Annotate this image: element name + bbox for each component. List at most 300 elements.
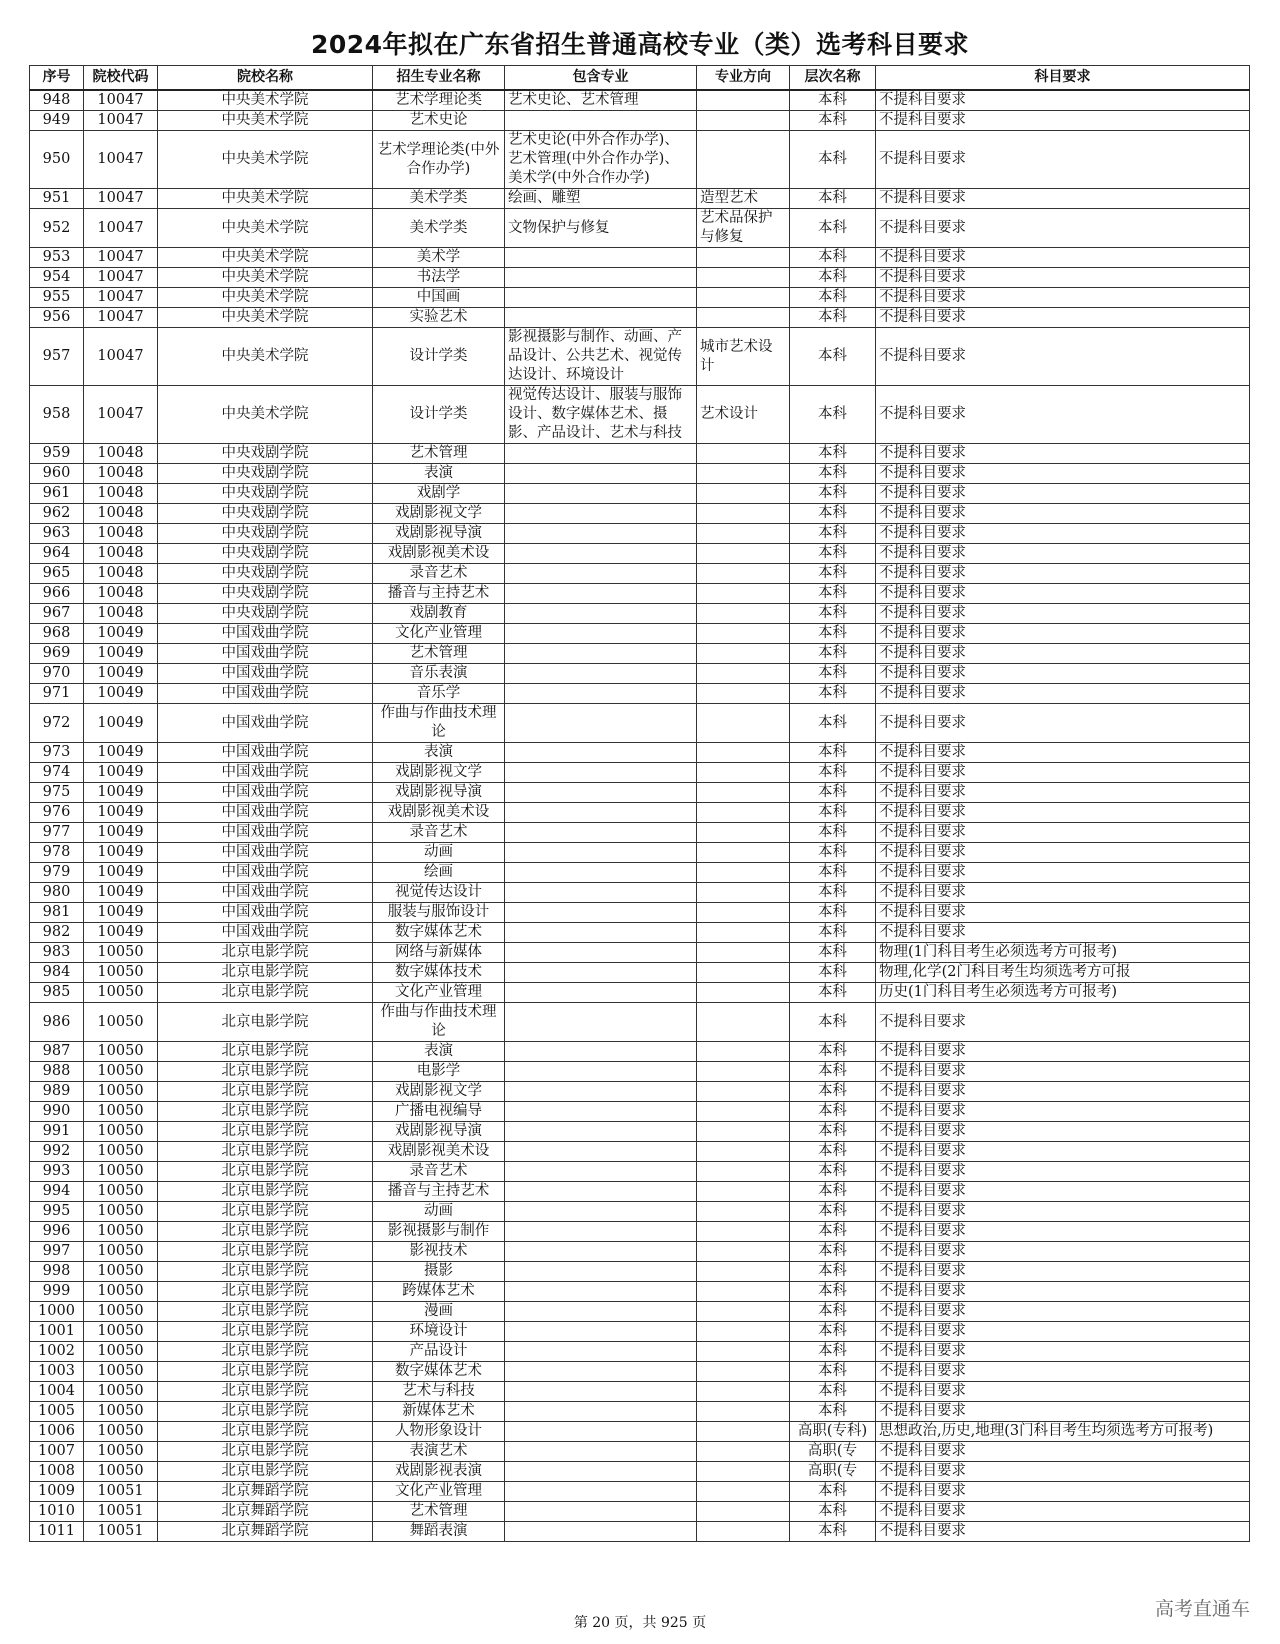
row-included-majors [505,843,697,863]
row-school-name: 北京电影学院 [158,1322,373,1342]
row-school-code: 10050 [84,1422,158,1442]
row-level: 高职(专 [790,1442,876,1462]
row-level: 本科 [790,1242,876,1262]
row-school-code: 10049 [84,664,158,684]
row-included-majors [505,1262,697,1282]
row-school-name: 北京电影学院 [158,1362,373,1382]
row-school-name: 中央美术学院 [158,268,373,288]
row-subject-requirement: 不提科目要求 [876,584,1250,604]
row-school-name: 北京舞蹈学院 [158,1482,373,1502]
row-school-name: 中央美术学院 [158,189,373,209]
row-level: 本科 [790,1042,876,1062]
row-school-name: 中央美术学院 [158,288,373,308]
row-index: 986 [30,1003,84,1042]
row-direction [697,1003,790,1042]
row-index: 992 [30,1142,84,1162]
row-school-code: 10050 [84,1302,158,1322]
row-included-majors [505,624,697,644]
row-school-name: 北京电影学院 [158,1182,373,1202]
row-level: 本科 [790,1122,876,1142]
row-included-majors [505,1042,697,1062]
row-direction [697,1422,790,1442]
row-subject-requirement: 不提科目要求 [876,1522,1250,1542]
row-subject-requirement: 不提科目要求 [876,1042,1250,1062]
col-header-included-majors: 包含专业 [505,66,697,91]
table-row [30,843,1250,863]
row-major-name: 播音与主持艺术 [373,1182,505,1202]
row-major-name: 表演 [373,464,505,484]
table-row [30,308,1250,328]
table-row [30,1322,1250,1342]
row-direction [697,923,790,943]
row-school-code: 10051 [84,1522,158,1542]
table-row [30,823,1250,843]
row-school-code: 10049 [84,644,158,664]
row-subject-requirement: 不提科目要求 [876,1222,1250,1242]
row-school-code: 10050 [84,1202,158,1222]
row-level: 本科 [790,1082,876,1102]
row-level: 本科 [790,963,876,983]
row-subject-requirement: 不提科目要求 [876,664,1250,684]
row-level: 本科 [790,664,876,684]
row-subject-requirement: 不提科目要求 [876,1502,1250,1522]
table-row [30,1382,1250,1402]
row-school-code: 10049 [84,704,158,743]
table-row [30,963,1250,983]
col-header-school-code: 院校代码 [84,66,158,91]
row-major-name: 视觉传达设计 [373,883,505,903]
table-row [30,1342,1250,1362]
row-level: 本科 [790,308,876,328]
row-level: 本科 [790,1342,876,1362]
row-subject-requirement: 不提科目要求 [876,268,1250,288]
row-direction [697,90,790,111]
row-subject-requirement: 不提科目要求 [876,1402,1250,1422]
row-subject-requirement: 不提科目要求 [876,308,1250,328]
row-major-name: 服装与服饰设计 [373,903,505,923]
table-row [30,1003,1250,1042]
row-school-name: 中国戏曲学院 [158,803,373,823]
table-row [30,923,1250,943]
row-subject-requirement: 不提科目要求 [876,288,1250,308]
row-major-name: 音乐表演 [373,664,505,684]
row-included-majors [505,464,697,484]
row-included-majors [505,1062,697,1082]
row-subject-requirement: 物理,化学(2门科目考生均须选考方可报 [876,963,1250,983]
row-level: 本科 [790,684,876,704]
row-index: 1000 [30,1302,84,1322]
row-subject-requirement: 不提科目要求 [876,604,1250,624]
table-row [30,328,1250,386]
row-subject-requirement: 不提科目要求 [876,1242,1250,1262]
row-index: 970 [30,664,84,684]
row-index: 998 [30,1262,84,1282]
table-row [30,209,1250,248]
row-level: 本科 [790,90,876,111]
row-level: 本科 [790,288,876,308]
row-index: 999 [30,1282,84,1302]
row-school-name: 北京舞蹈学院 [158,1502,373,1522]
row-direction: 造型艺术 [697,189,790,209]
row-index: 1008 [30,1462,84,1482]
row-school-code: 10050 [84,1402,158,1422]
row-major-name: 艺术学理论类 [373,90,505,111]
row-school-code: 10047 [84,111,158,131]
row-level: 本科 [790,1522,876,1542]
row-index: 975 [30,783,84,803]
row-direction [697,843,790,863]
row-major-name: 美术学类 [373,209,505,248]
row-level: 本科 [790,644,876,664]
row-school-code: 10050 [84,1262,158,1282]
row-major-name: 戏剧影视表演 [373,1462,505,1482]
row-school-name: 中国戏曲学院 [158,664,373,684]
table-row [30,90,1250,111]
row-school-code: 10048 [84,584,158,604]
row-direction [697,1402,790,1422]
row-major-name: 舞蹈表演 [373,1522,505,1542]
row-school-name: 北京电影学院 [158,1462,373,1482]
row-subject-requirement: 不提科目要求 [876,1062,1250,1082]
row-school-name: 北京舞蹈学院 [158,1522,373,1542]
row-school-name: 北京电影学院 [158,1162,373,1182]
table-row [30,664,1250,684]
row-included-majors: 艺术史论、艺术管理 [505,90,697,111]
row-major-name: 文化产业管理 [373,1482,505,1502]
row-school-code: 10050 [84,1102,158,1122]
row-school-name: 北京电影学院 [158,1442,373,1462]
row-subject-requirement: 不提科目要求 [876,1462,1250,1482]
row-school-code: 10050 [84,943,158,963]
row-level: 本科 [790,783,876,803]
table-row [30,131,1250,189]
table-row [30,1522,1250,1542]
row-included-majors: 艺术史论(中外合作办学)、艺术管理(中外合作办学)、美术学(中外合作办学) [505,131,697,189]
row-included-majors [505,444,697,464]
table-row [30,803,1250,823]
row-major-name: 人物形象设计 [373,1422,505,1442]
row-school-name: 北京电影学院 [158,1302,373,1322]
row-level: 本科 [790,624,876,644]
row-index: 982 [30,923,84,943]
col-header-level: 层次名称 [790,66,876,91]
row-subject-requirement: 不提科目要求 [876,863,1250,883]
row-level: 本科 [790,983,876,1003]
row-school-code: 10049 [84,863,158,883]
row-level: 本科 [790,803,876,823]
row-level: 本科 [790,544,876,564]
table-row [30,1362,1250,1382]
row-subject-requirement: 不提科目要求 [876,923,1250,943]
row-school-name: 中央美术学院 [158,209,373,248]
row-major-name: 录音艺术 [373,823,505,843]
row-major-name: 美术学类 [373,189,505,209]
row-level: 本科 [790,484,876,504]
row-school-code: 10050 [84,963,158,983]
row-major-name: 艺术与科技 [373,1382,505,1402]
table-row [30,863,1250,883]
table-row [30,883,1250,903]
row-direction [697,763,790,783]
row-index: 990 [30,1102,84,1122]
row-subject-requirement: 不提科目要求 [876,684,1250,704]
row-direction [697,524,790,544]
table-row [30,763,1250,783]
row-index: 972 [30,704,84,743]
row-included-majors [505,1122,697,1142]
row-direction: 艺术设计 [697,386,790,444]
row-school-name: 中央戏剧学院 [158,504,373,524]
row-level: 本科 [790,943,876,963]
row-major-name: 实验艺术 [373,308,505,328]
row-school-name: 中央美术学院 [158,248,373,268]
row-included-majors [505,564,697,584]
row-level: 本科 [790,1282,876,1302]
row-included-majors [505,1282,697,1302]
row-subject-requirement: 不提科目要求 [876,843,1250,863]
row-direction [697,1242,790,1262]
row-index: 956 [30,308,84,328]
row-school-name: 中央戏剧学院 [158,524,373,544]
row-direction [697,1442,790,1462]
row-level: 本科 [790,1202,876,1222]
row-level: 本科 [790,1382,876,1402]
row-direction [697,863,790,883]
row-level: 本科 [790,604,876,624]
row-level: 本科 [790,209,876,248]
row-index: 950 [30,131,84,189]
row-school-name: 北京电影学院 [158,1222,373,1242]
row-direction [697,1262,790,1282]
row-included-majors [505,823,697,843]
row-included-majors [505,1102,697,1122]
row-direction [697,1162,790,1182]
row-index: 978 [30,843,84,863]
row-index: 987 [30,1042,84,1062]
row-direction [697,1042,790,1062]
row-subject-requirement: 不提科目要求 [876,1202,1250,1222]
row-level: 本科 [790,823,876,843]
row-school-name: 中央戏剧学院 [158,464,373,484]
row-included-majors: 绘画、雕塑 [505,189,697,209]
row-major-name: 表演 [373,1042,505,1062]
row-school-name: 中国戏曲学院 [158,763,373,783]
row-school-code: 10050 [84,1182,158,1202]
row-index: 965 [30,564,84,584]
table-row [30,1082,1250,1102]
row-included-majors [505,248,697,268]
row-major-name: 设计学类 [373,386,505,444]
row-index: 952 [30,209,84,248]
row-index: 960 [30,464,84,484]
row-index: 963 [30,524,84,544]
row-major-name: 戏剧影视导演 [373,783,505,803]
row-included-majors [505,863,697,883]
row-major-name: 戏剧影视文学 [373,763,505,783]
row-direction [697,464,790,484]
row-subject-requirement: 不提科目要求 [876,704,1250,743]
row-school-name: 北京电影学院 [158,1122,373,1142]
table-row [30,1202,1250,1222]
row-school-code: 10047 [84,248,158,268]
row-school-code: 10047 [84,308,158,328]
row-major-name: 艺术学理论类(中外合作办学) [373,131,505,189]
row-direction [697,624,790,644]
row-index: 951 [30,189,84,209]
row-school-code: 10047 [84,386,158,444]
row-direction [697,111,790,131]
table-row [30,1102,1250,1122]
row-direction [697,943,790,963]
row-school-code: 10047 [84,288,158,308]
row-subject-requirement: 不提科目要求 [876,1342,1250,1362]
row-index: 949 [30,111,84,131]
row-level: 本科 [790,1182,876,1202]
row-school-code: 10047 [84,90,158,111]
row-index: 962 [30,504,84,524]
row-index: 995 [30,1202,84,1222]
row-major-name: 表演 [373,743,505,763]
row-school-code: 10050 [84,1242,158,1262]
row-index: 958 [30,386,84,444]
row-subject-requirement: 物理(1门科目考生必须选考方可报考) [876,943,1250,963]
row-included-majors [505,604,697,624]
row-subject-requirement: 不提科目要求 [876,484,1250,504]
table-row [30,1042,1250,1062]
row-major-name: 新媒体艺术 [373,1402,505,1422]
row-level: 高职(专科) [790,1422,876,1442]
row-direction [697,268,790,288]
row-school-code: 10051 [84,1482,158,1502]
row-subject-requirement: 不提科目要求 [876,903,1250,923]
table-row [30,604,1250,624]
row-level: 本科 [790,1482,876,1502]
row-subject-requirement: 不提科目要求 [876,644,1250,664]
row-included-majors [505,1382,697,1402]
row-included-majors [505,1342,697,1362]
col-header-subject-requirement: 科目要求 [876,66,1250,91]
row-school-code: 10049 [84,903,158,923]
table-row [30,288,1250,308]
row-index: 1002 [30,1342,84,1362]
row-level: 本科 [790,863,876,883]
row-school-name: 北京电影学院 [158,1402,373,1422]
row-school-code: 10049 [84,843,158,863]
row-subject-requirement: 不提科目要求 [876,743,1250,763]
row-school-code: 10050 [84,1162,158,1182]
row-included-majors [505,963,697,983]
table-row [30,903,1250,923]
row-direction [697,1142,790,1162]
row-major-name: 戏剧影视导演 [373,1122,505,1142]
row-school-code: 10048 [84,444,158,464]
row-major-name: 美术学 [373,248,505,268]
row-direction [697,903,790,923]
table-row [30,1242,1250,1262]
row-school-name: 北京电影学院 [158,1422,373,1442]
row-subject-requirement: 不提科目要求 [876,564,1250,584]
row-level: 本科 [790,903,876,923]
row-school-name: 中国戏曲学院 [158,624,373,644]
row-level: 本科 [790,1502,876,1522]
row-school-code: 10049 [84,624,158,644]
row-index: 977 [30,823,84,843]
row-school-name: 北京电影学院 [158,1282,373,1302]
row-school-name: 中国戏曲学院 [158,823,373,843]
row-included-majors [505,584,697,604]
row-index: 948 [30,90,84,111]
row-major-name: 戏剧教育 [373,604,505,624]
row-index: 974 [30,763,84,783]
row-index: 967 [30,604,84,624]
row-direction [697,308,790,328]
row-subject-requirement: 不提科目要求 [876,1122,1250,1142]
row-level: 本科 [790,1062,876,1082]
table-row [30,983,1250,1003]
table-row [30,743,1250,763]
row-included-majors [505,544,697,564]
row-included-majors [505,704,697,743]
row-school-code: 10050 [84,1382,158,1402]
row-direction [697,288,790,308]
row-major-name: 广播电视编导 [373,1102,505,1122]
table-row [30,1282,1250,1302]
row-subject-requirement: 不提科目要求 [876,763,1250,783]
row-direction [697,1322,790,1342]
row-direction [697,1302,790,1322]
row-index: 959 [30,444,84,464]
row-level: 本科 [790,464,876,484]
row-included-majors [505,1202,697,1222]
row-school-name: 北京电影学院 [158,1382,373,1402]
row-subject-requirement: 思想政治,历史,地理(3门科目考生均须选考方可报考) [876,1422,1250,1442]
row-major-name: 文化产业管理 [373,983,505,1003]
row-direction [697,1522,790,1542]
row-school-code: 10048 [84,604,158,624]
row-school-name: 中国戏曲学院 [158,783,373,803]
row-subject-requirement: 不提科目要求 [876,1102,1250,1122]
row-direction [697,1202,790,1222]
row-school-name: 北京电影学院 [158,943,373,963]
row-school-name: 北京电影学院 [158,1042,373,1062]
row-school-name: 北京电影学院 [158,1202,373,1222]
col-header-school-name: 院校名称 [158,66,373,91]
row-major-name: 戏剧影视美术设 [373,544,505,564]
row-major-name: 设计学类 [373,328,505,386]
table-row [30,386,1250,444]
row-included-majors [505,1302,697,1322]
row-subject-requirement: 不提科目要求 [876,883,1250,903]
row-major-name: 产品设计 [373,1342,505,1362]
row-major-name: 戏剧影视文学 [373,1082,505,1102]
row-included-majors [505,288,697,308]
row-direction [697,248,790,268]
row-school-name: 北京电影学院 [158,1342,373,1362]
row-direction [697,1342,790,1362]
table-row [30,1462,1250,1482]
table-row [30,624,1250,644]
row-index: 984 [30,963,84,983]
row-level: 本科 [790,1162,876,1182]
row-subject-requirement: 不提科目要求 [876,1182,1250,1202]
row-level: 本科 [790,111,876,131]
row-included-majors [505,1322,697,1342]
row-major-name: 文化产业管理 [373,624,505,644]
row-subject-requirement: 不提科目要求 [876,1442,1250,1462]
row-included-majors [505,1182,697,1202]
row-school-code: 10050 [84,1142,158,1162]
row-school-name: 北京电影学院 [158,963,373,983]
